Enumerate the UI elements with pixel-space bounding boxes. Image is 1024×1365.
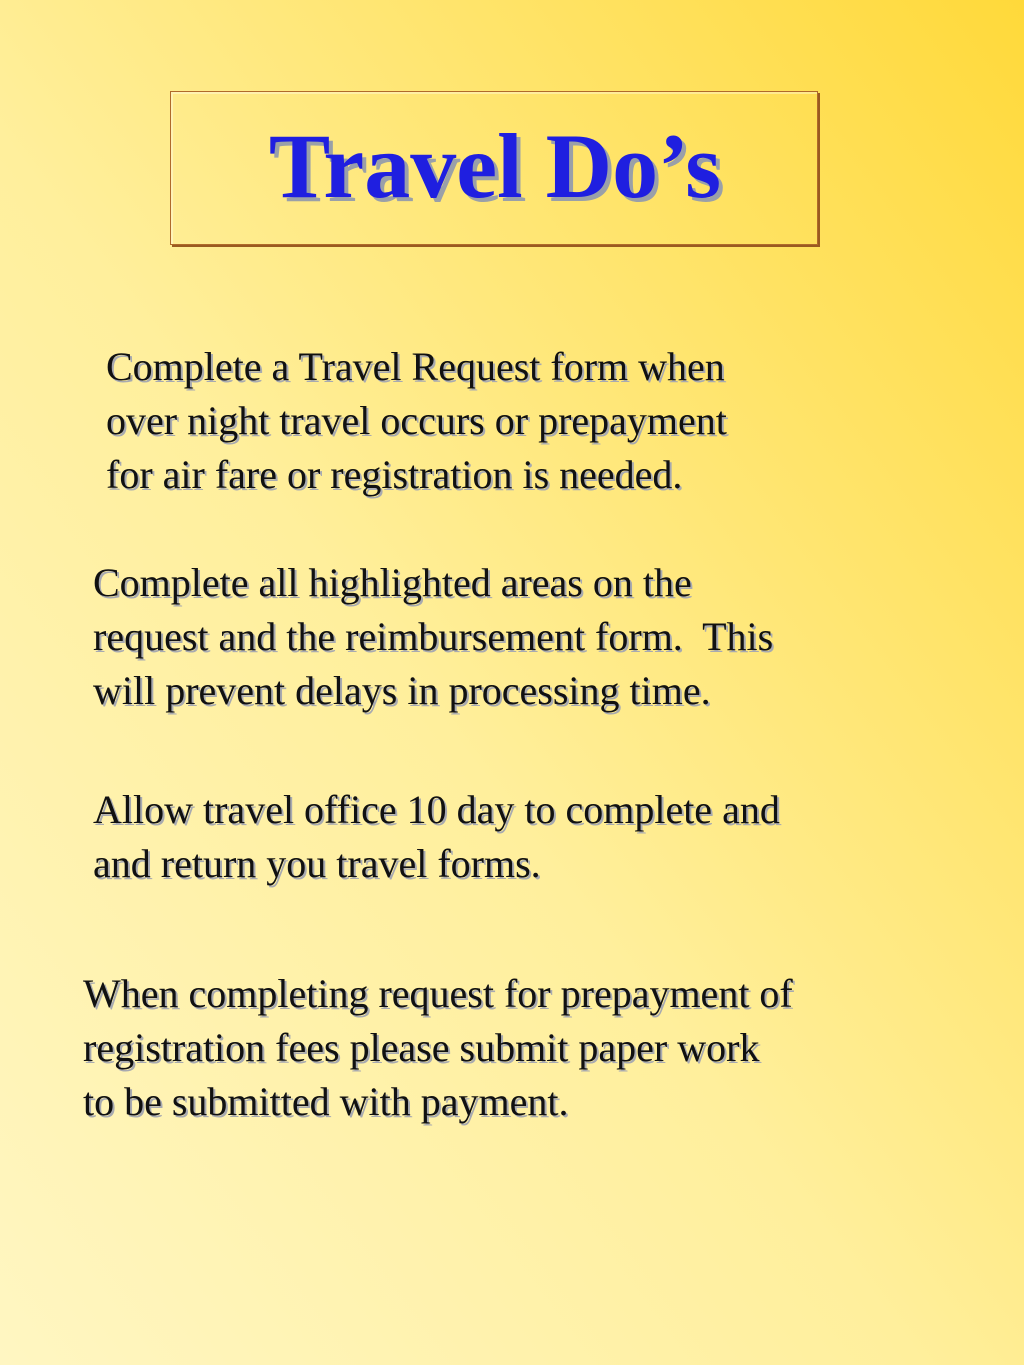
paragraph-line: will prevent delays in processing time. (93, 668, 711, 713)
paragraph-prepayment-registration (83, 967, 793, 1129)
paragraph-line: registration fees please submit paper work (83, 1025, 760, 1070)
paragraph-line: Complete a Travel Request form when (106, 344, 725, 389)
paragraph-line: to be submitted with payment. (83, 1079, 569, 1124)
paragraph-allow-travel-office (93, 783, 780, 891)
paragraph-line: Complete all highlighted areas on the (93, 560, 692, 605)
paragraph-travel-request (106, 340, 727, 502)
paragraph-line: and return you travel forms. (93, 841, 541, 886)
paragraph-line: When completing request for prepayment of (83, 971, 793, 1016)
paragraph-line: Allow travel office 10 day to complete and (93, 787, 780, 832)
title-box (170, 91, 818, 245)
slide-title: Travel Do’s (268, 115, 722, 217)
paragraph-line: over night travel occurs or prepayment (106, 398, 727, 443)
paragraph-highlighted-areas (93, 556, 773, 718)
paragraph-line: for air fare or registration is needed. (106, 452, 683, 497)
paragraph-line: request and the reimbursement form. This (93, 614, 774, 659)
